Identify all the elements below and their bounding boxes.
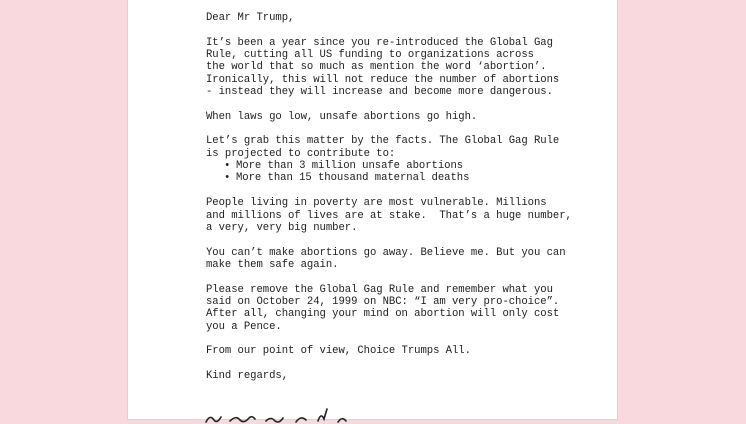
line: is projected to contribute to: [206,147,396,160]
facts-intro [206,135,606,160]
line: a very, very big number. [206,221,358,234]
handwritten-signature [200,404,380,424]
list-item: • More than 3 million unsafe abortions [224,160,464,173]
paragraph-viewpoint: From our point of view, Choice Trumps All. [206,345,471,358]
line: Rule, cutting all US funding to organizations across [206,49,534,62]
line: - instead they will increase and become more dangerous. [206,86,553,99]
closing: Kind regards, [206,369,288,382]
paragraph-safe [206,247,606,272]
paragraph-slogan: When laws go low, unsafe abortions go high. [206,110,478,123]
letter-body [206,12,606,395]
paragraph-intro [206,37,606,99]
line: you a Pence. [206,320,282,333]
line: Please remove the Global Gag Rule and remember what you [206,283,553,296]
line: Let’s grab this matter by the facts. The Global Gag Rule [206,135,560,148]
paragraph-facts [206,135,606,184]
line: make them safe again. [206,258,339,271]
line: After all, changing your mind on abortion will only cost [206,308,560,321]
list-item: • More than 15 thousand maternal deaths [224,172,470,185]
line: People living in poverty are most vulnerable. Millions [206,197,547,210]
line: and millions of lives are at stake. That’s a huge number, [206,209,572,222]
paragraph-request [206,284,606,333]
line: You can’t make abortions go away. Believe me. But you can [206,246,566,259]
paragraph-poverty [206,197,606,234]
facts-list [206,160,606,185]
line: Ironically, this will not reduce the number of abortions [206,73,560,86]
greeting: Dear Mr Trump, [206,12,295,24]
line: the world that so much as mention the word ‘abortion’. [206,61,547,74]
line: It’s been a year since you re-introduced the Global Gag [206,36,553,49]
line: said on October 24, 1999 on NBC: “I am very pro-choice”. [206,295,560,308]
